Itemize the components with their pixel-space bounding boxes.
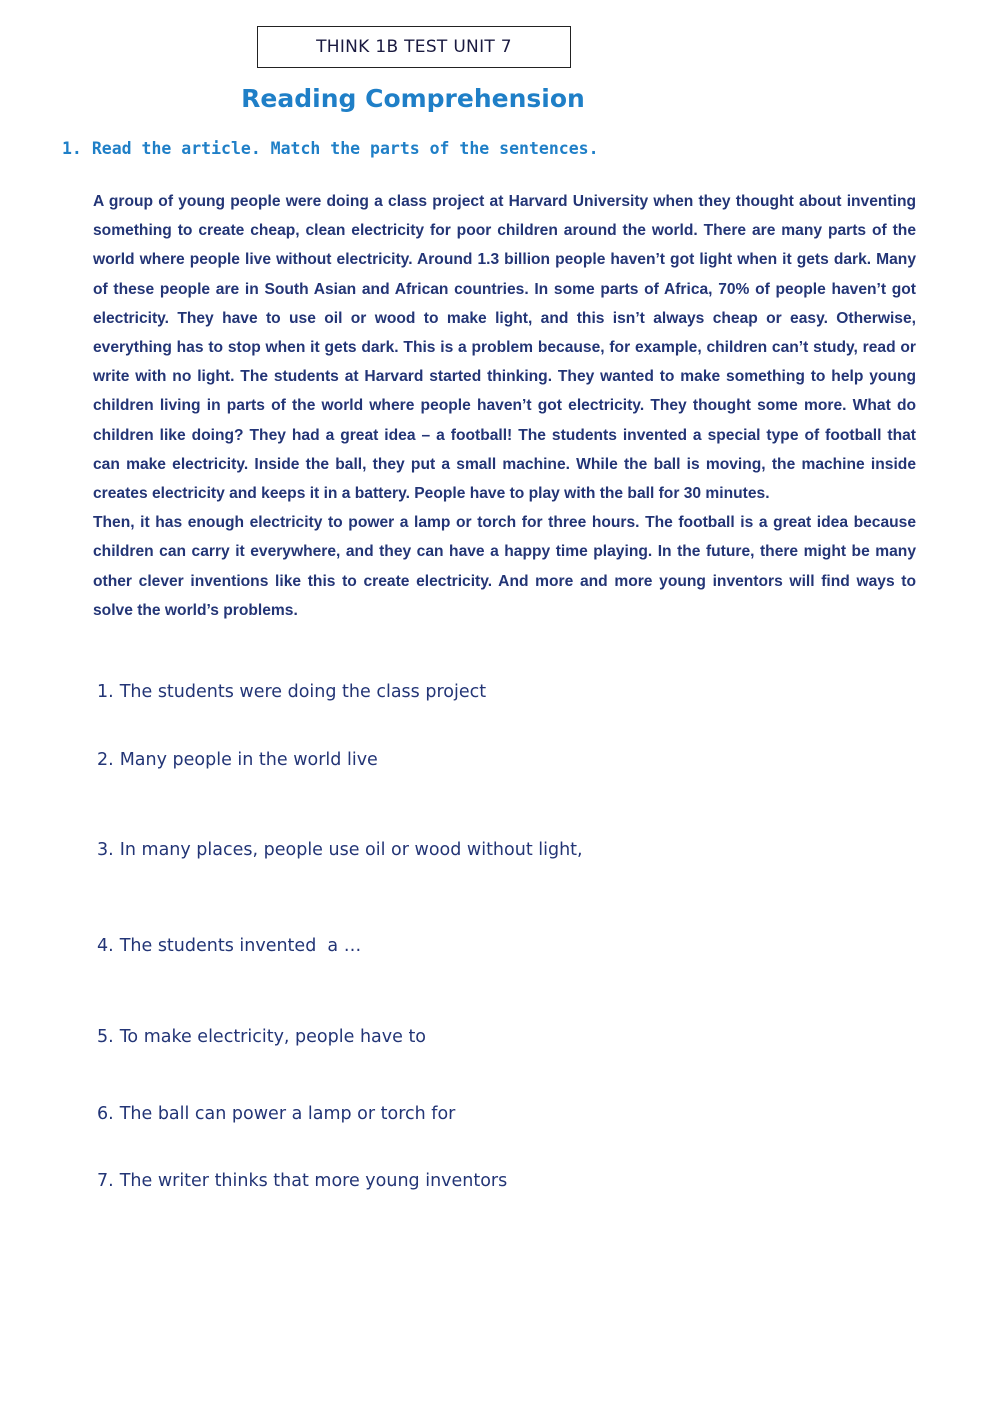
question-text: The ball can power a lamp or torch for bbox=[119, 1104, 456, 1124]
question-text: In many places, people use oil or wood without light, bbox=[119, 840, 583, 860]
question-item-3 bbox=[97, 840, 583, 860]
question-item-4 bbox=[97, 936, 361, 956]
question-item-7 bbox=[97, 1171, 507, 1191]
exercise-instruction bbox=[62, 139, 599, 158]
question-text: Many people in the world live bbox=[119, 750, 378, 770]
question-item-1 bbox=[97, 682, 486, 702]
question-item-5 bbox=[97, 1027, 426, 1047]
question-text: The students invented a … bbox=[119, 936, 362, 956]
question-item-6 bbox=[97, 1104, 455, 1124]
instruction-number: 1. bbox=[62, 139, 82, 158]
article-paragraph-1: A group of young people were doing a class project at Harvard University when they thought about inventing something to create cheap, clean electricity for poor children around the world. There are many parts of the world where people live without electricity. Around 1.3 billion people haven’t got light when it gets dark. Many of these people are in South Asian and African countries. In some parts of Africa, 70% of people haven’t got electricity. They have to use oil or wood to make light, and this isn’t always cheap or easy. Otherwise, everything has to stop when it gets dark. This is a problem because, for example, children can’t study, read or write with no light. The students at Harvard started thinking. They wanted to make something to help young children living in parts of the world where people haven’t got electricity. They thought some more. What do children like doing? They had a great idea – a football! The students invented a special type of football that can make electricity. Inside the ball, they put a small machine. While the ball is moving, the machine inside creates electricity and keeps it in a battery. People have to play with the ball for 30 minutes. bbox=[93, 193, 916, 503]
question-number: 1. bbox=[97, 682, 114, 702]
question-number: 6. bbox=[97, 1104, 114, 1124]
question-text: The students were doing the class project bbox=[119, 682, 487, 702]
article-paragraph-2: Then, it has enough electricity to power a lamp or torch for three hours. The football is a great idea because children can carry it everywhere, and they can have a happy time playing. In the future, there might be many other clever inventions like this to create electricity. And more and more young inventors will find ways to solve the world’s problems. bbox=[93, 514, 916, 619]
question-number: 3. bbox=[97, 840, 114, 860]
section-heading: Reading Comprehension bbox=[241, 84, 585, 113]
question-text: The writer thinks that more young inventors bbox=[119, 1171, 508, 1191]
question-item-2 bbox=[97, 750, 378, 770]
question-text: To make electricity, people have to bbox=[119, 1027, 427, 1047]
question-number: 7. bbox=[97, 1171, 114, 1191]
question-number: 2. bbox=[97, 750, 114, 770]
reading-article bbox=[93, 187, 916, 625]
test-title-box bbox=[257, 26, 571, 68]
test-title: THINK 1B TEST UNIT 7 bbox=[316, 37, 512, 57]
instruction-text: Read the article. Match the parts of the sentences. bbox=[91, 139, 599, 158]
question-number: 5. bbox=[97, 1027, 114, 1047]
question-number: 4. bbox=[97, 936, 114, 956]
